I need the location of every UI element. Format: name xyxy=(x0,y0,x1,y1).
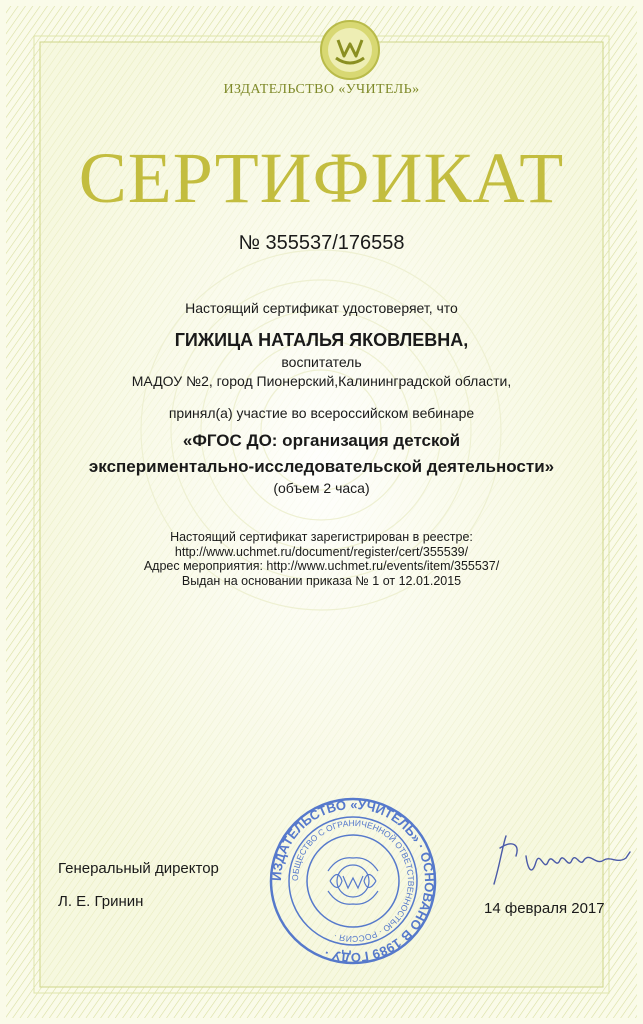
registry-info xyxy=(0,530,643,588)
director-signature xyxy=(486,826,636,896)
stamp-outer-text: ИЗДАТЕЛЬСТВО «УЧИТЕЛЬ» · ОСНОВАНО В 1989 ГОДУ · xyxy=(268,796,438,966)
registry-line-1: Настоящий сертификат зарегистрирован в реестре: xyxy=(170,530,473,544)
event-volume: (объем 2 часа) xyxy=(273,480,370,496)
recipient-name: ГИЖИЦА НАТАЛЬЯ ЯКОВЛЕВНА, xyxy=(174,330,469,350)
participation-text: принял(а) участие во всероссийском вебинаре xyxy=(168,405,475,421)
event-title xyxy=(0,428,643,480)
recipient-position: воспитатель xyxy=(281,354,362,370)
stamp-inner-text: ОБЩЕСТВО С ОГРАНИЧЕННОЙ ОТВЕТСТВЕННОСТЬЮ · РОССИЯ · xyxy=(289,817,417,945)
registry-url: http://www.uchmet.ru/document/register/cert/355539/ xyxy=(174,544,469,559)
stamp-emblem xyxy=(328,858,378,904)
event-title-line-2: экспериментально-исследовательской деятельности» xyxy=(88,457,555,476)
event-title-line-1: «ФГОС ДО: организация детской xyxy=(182,431,461,450)
event-address: Адрес мероприятия: http://www.uchmet.ru/events/item/355537/ xyxy=(143,559,500,573)
issue-date: 14 февраля 2017 xyxy=(484,900,605,917)
publisher-name: ИЗДАТЕЛЬСТВО «УЧИТЕЛЬ» xyxy=(223,82,420,97)
order-reference: Выдан на основании приказа № 1 от 12.01.2015 xyxy=(181,573,462,588)
svg-text:ОБЩЕСТВО С ОГРАНИЧЕННОЙ ОТВЕТС xyxy=(290,818,416,944)
intro-text: Настоящий сертификат удостоверяет, что xyxy=(185,300,458,316)
certificate-number: № 355537/176558 xyxy=(238,232,405,254)
publisher-logo xyxy=(318,18,382,82)
official-stamp xyxy=(268,796,438,966)
director-name: Л. Е. Гринин xyxy=(58,893,144,910)
recipient-organization: МАДОУ №2, город Пионерский,Калининградской области, xyxy=(131,373,512,389)
director-title: Генеральный директор xyxy=(58,860,219,877)
certificate-title: СЕРТИФИКАТ xyxy=(78,138,565,218)
